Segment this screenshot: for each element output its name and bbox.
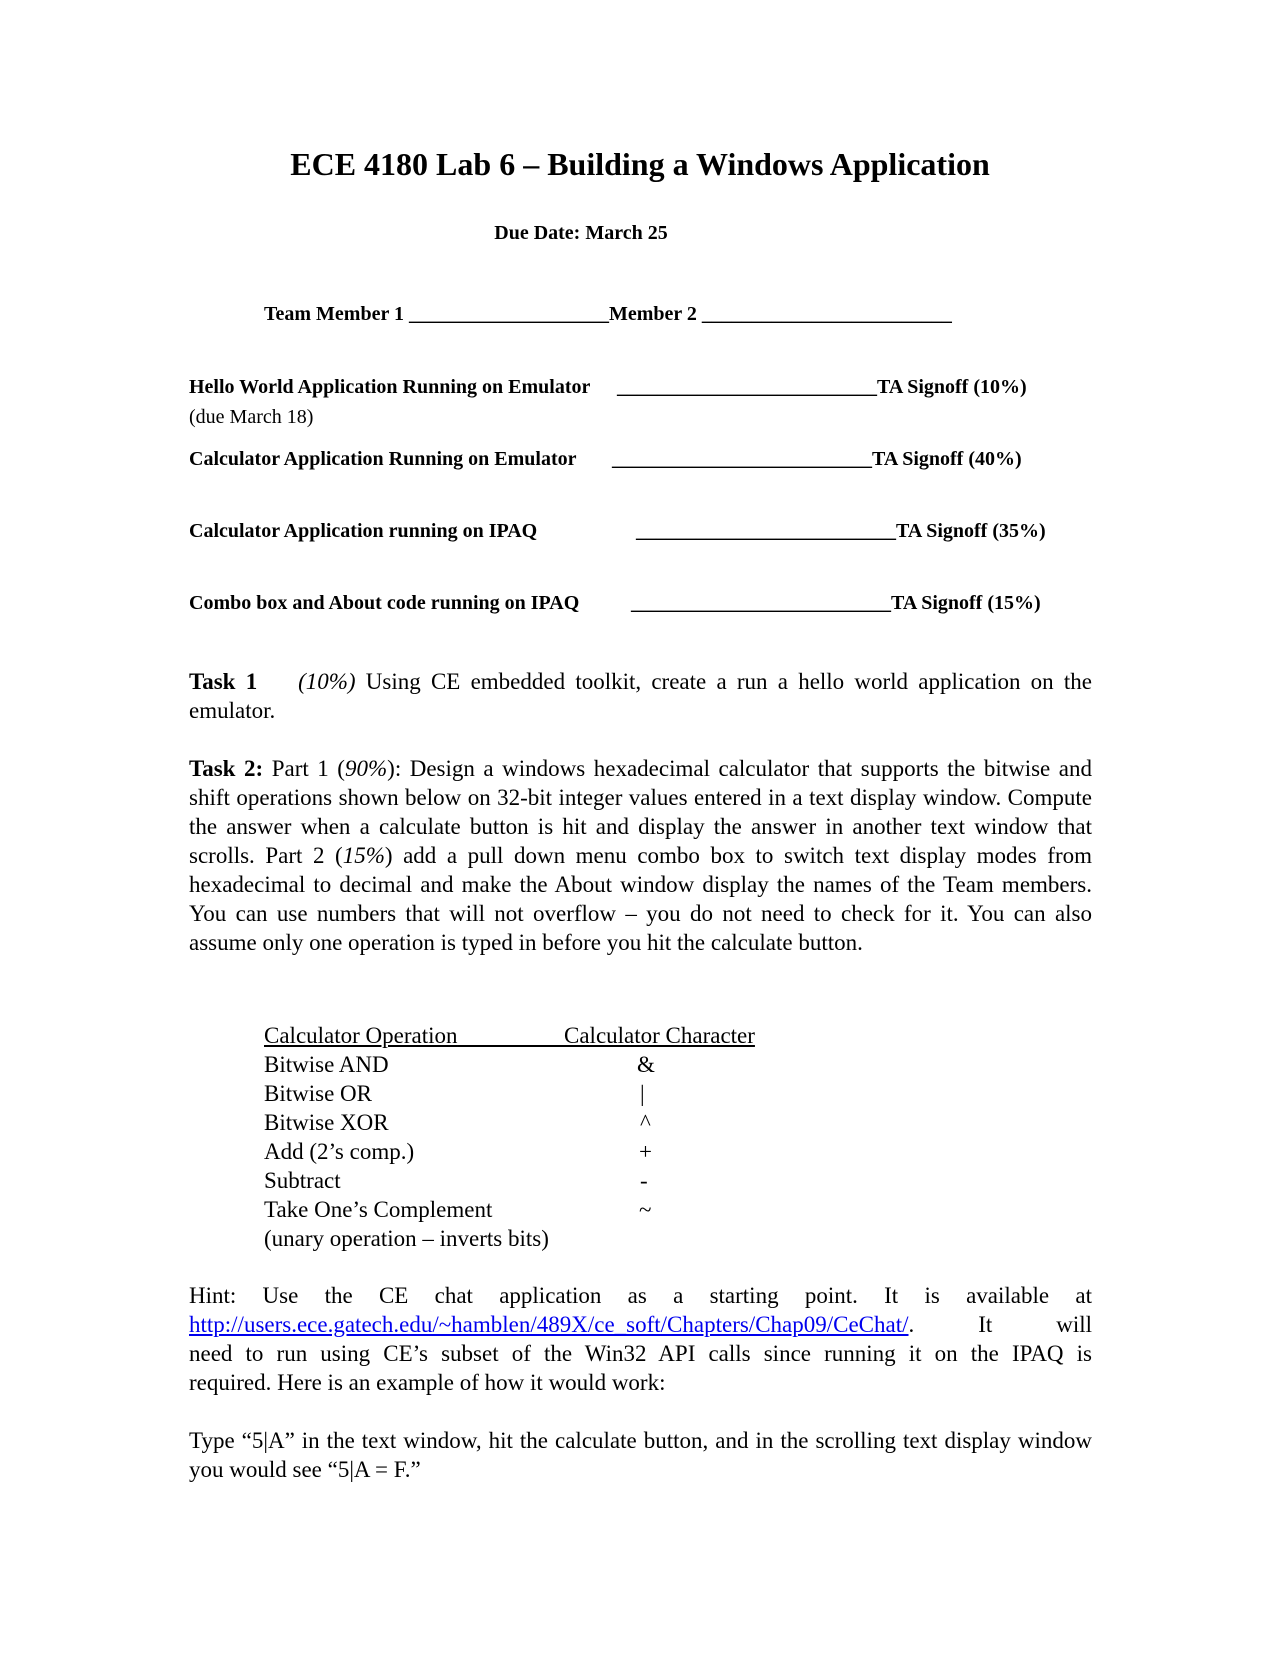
signoff-blank: __________________________ — [631, 592, 891, 614]
task-2-part2-weight: 15% — [342, 843, 385, 868]
hint-word: It — [978, 1312, 993, 1337]
hint-word: the — [324, 1283, 353, 1308]
hint-word: starting — [709, 1283, 779, 1308]
hint-url-period: . — [908, 1312, 915, 1337]
signoff-label-hello-world: Hello World Application Running on Emulator — [189, 376, 591, 398]
op-name: Add (2’s comp.) — [264, 1139, 415, 1164]
hint-line-4: required. Here is an example of how it would work: — [189, 1370, 666, 1395]
task-1-label: Task 1 — [189, 669, 258, 694]
task-2-label: Task 2: — [189, 756, 264, 781]
hint-line-1 — [189, 1281, 1092, 1310]
op-char: ~ — [639, 1197, 652, 1222]
signoff-blank: __________________________ — [612, 448, 872, 470]
signoff-label-calculator-ipaq: Calculator Application running on IPAQ — [189, 520, 538, 542]
signoff-label-combo-box-about: Combo box and About code running on IPAQ — [189, 592, 580, 614]
hint-line-2 — [189, 1310, 1092, 1339]
team-member-1-blank: ____________________ — [408, 303, 609, 325]
hint-word: a — [673, 1283, 684, 1308]
op-char: - — [640, 1168, 648, 1193]
op-char: + — [639, 1139, 652, 1164]
op-char: ^ — [640, 1110, 651, 1135]
signoff-label-calculator-emulator: Calculator Application Running on Emulator — [189, 448, 577, 470]
signoff-line-combo-box-about — [631, 592, 1041, 615]
hint-word: as — [627, 1283, 647, 1308]
task-2-part1-weight: 90% — [344, 756, 388, 781]
task-2-part1-text: ): Design a windows hexadecimal calculator that supports the bitwise and shift operations shown below on 32-bit integer values entered in a text display window. Compute the answer when a calculate button is hit and display the answer in another text window that scrolls. Part 2 ( — [189, 756, 1092, 868]
hint-word: point. — [804, 1283, 858, 1308]
hint-word: will — [1056, 1312, 1092, 1337]
task-2-paragraph — [189, 754, 1092, 957]
signoff-line-calculator-ipaq — [636, 520, 1046, 543]
op-name: Bitwise AND — [264, 1052, 389, 1077]
team-member-1-label: Team Member 1 — [264, 303, 404, 325]
signoff-blank: __________________________ — [617, 376, 877, 398]
task-2-part1-prefix: Part 1 ( — [263, 756, 345, 781]
due-date: Due Date: March 25 — [494, 222, 668, 244]
hint-line-3: need to run using CE’s subset of the Win32 API calls since running it on the IPAQ is — [189, 1341, 1092, 1366]
signoff-text: TA Signoff (10%) — [877, 376, 1027, 398]
team-member-2-blank: _________________________ — [701, 303, 952, 325]
signoff-line-calculator-emulator — [612, 448, 1022, 471]
document-title: ECE 4180 Lab 6 – Building a Windows Application — [290, 146, 990, 182]
example-paragraph: Type “5|A” in the text window, hit the calculate button, and in the scrolling text display window you would see “5|A = F.” — [189, 1428, 1092, 1482]
signoff-blank: __________________________ — [636, 520, 896, 542]
chat-application-link[interactable]: http://users.ece.gatech.edu/~hamblen/489X/ce_soft/Chapters/Chap09/CeChat/ — [189, 1312, 909, 1337]
header-calculator-character: Calculator Character — [564, 1023, 755, 1048]
op-name: (unary operation – inverts bits) — [264, 1226, 549, 1251]
hint-word: is — [924, 1283, 940, 1308]
hint-url-wrap — [189, 1310, 914, 1339]
hint-paragraph — [189, 1281, 1092, 1397]
hint-word: Use — [262, 1283, 299, 1308]
header-calculator-operation-text: Calculator Operation — [264, 1023, 458, 1048]
signoff-text: TA Signoff (40%) — [872, 448, 1022, 470]
op-name: Bitwise XOR — [264, 1110, 389, 1135]
task-1-text: Using CE embedded toolkit, create a run a hello world application on the emulator. — [189, 669, 1093, 723]
signoff-line-hello-world — [617, 376, 1027, 399]
op-name: Take One’s Complement — [264, 1197, 493, 1222]
hint-word: It — [884, 1283, 899, 1308]
hint-word: available — [966, 1283, 1050, 1308]
hint-word: application — [499, 1283, 602, 1308]
hint-word: at — [1075, 1283, 1092, 1308]
team-member-2-label: Member 2 — [608, 303, 697, 325]
task-2-part2-text: ) add a pull down menu combo box to switch text display modes from hexadecimal to decimal and make the About window display the names of the Team members. You can use numbers that will not overflow – you do not need to check for it. You can also assume only one operation is typed in before you hit the calculate button. — [189, 843, 1092, 955]
signoff-text: TA Signoff (15%) — [891, 592, 1041, 614]
task-1-paragraph — [189, 667, 1092, 725]
hint-word: chat — [434, 1283, 473, 1308]
task-1-weight: (10%) — [298, 669, 356, 694]
hint-word: Hint: — [189, 1283, 237, 1308]
hint-word: CE — [378, 1283, 409, 1308]
op-char: & — [637, 1052, 655, 1077]
header-calculator-operation — [264, 1021, 567, 1050]
op-char: | — [640, 1081, 645, 1106]
op-name: Subtract — [264, 1168, 341, 1193]
signoff-note-due-march-18: (due March 18) — [189, 406, 314, 428]
op-name: Bitwise OR — [264, 1081, 372, 1106]
signoff-text: TA Signoff (35%) — [896, 520, 1046, 542]
team-members-line — [264, 303, 952, 326]
